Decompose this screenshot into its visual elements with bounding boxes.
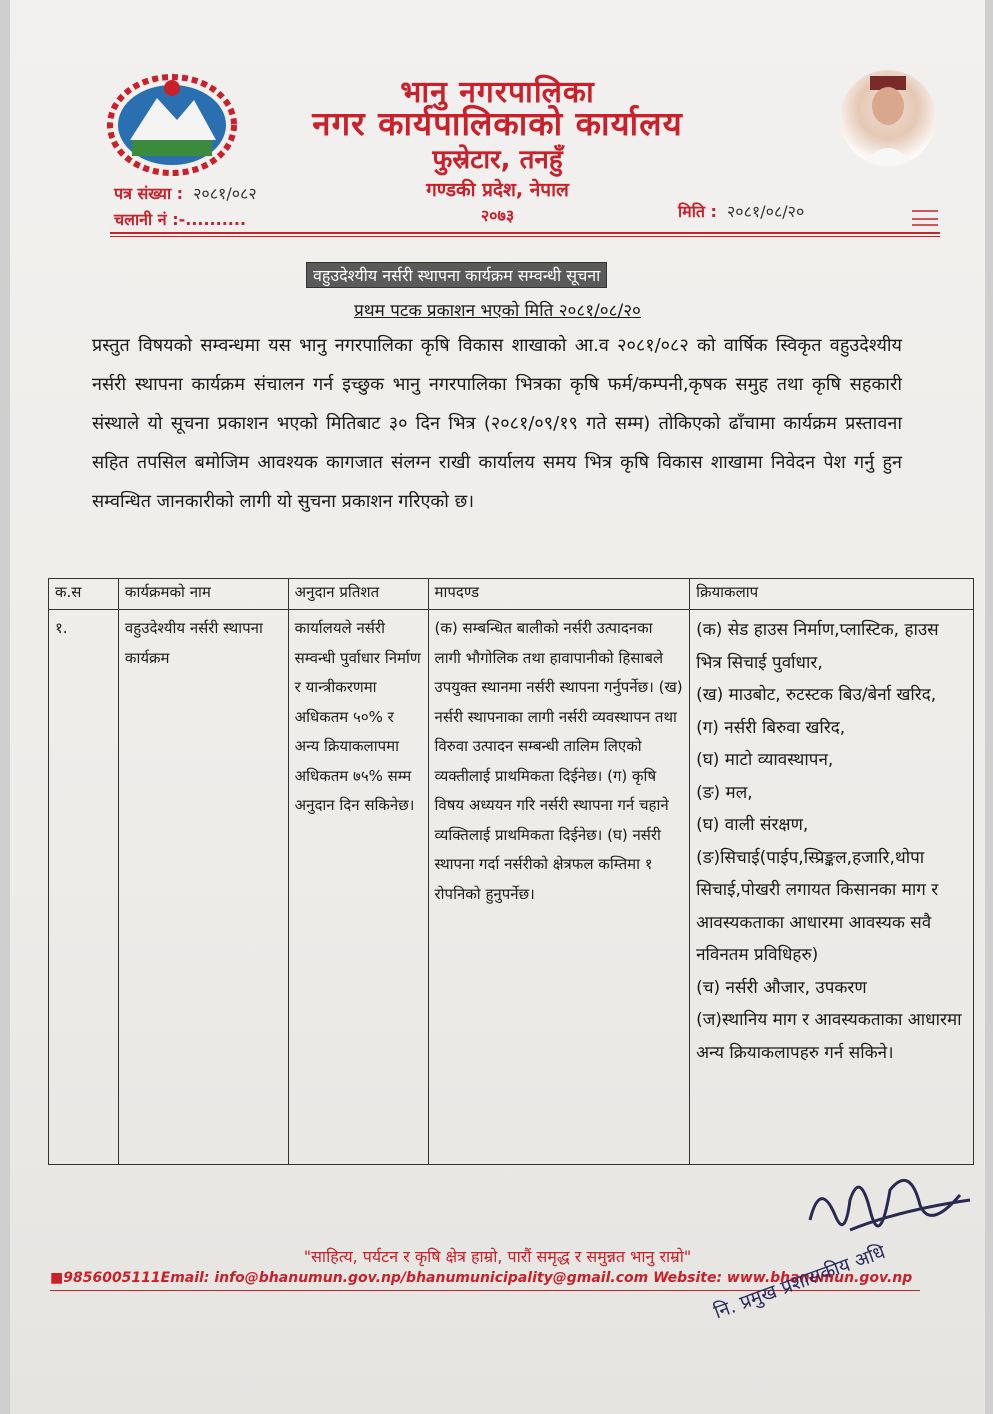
header-province: गण्डकी प्रदेश, नेपाल	[426, 179, 569, 201]
header-program-name: कार्यक्रमको नाम	[118, 579, 288, 610]
activity-item: (घ) माटो व्यावस्थापन,	[696, 750, 834, 770]
letter-number-label: पत्र संख्या :	[114, 184, 184, 203]
table-header-row	[49, 579, 974, 610]
header-activities: क्रियाकलाप	[690, 579, 974, 610]
letter-number-value: २०८१/०८२	[193, 184, 257, 203]
contact-text: 9856005111Email: info@bhanumun.gov.np/bhanumunicipality@gmail.com Website: www.bhanumun.gov.np	[63, 1270, 913, 1286]
header-municipality: भानु नगरपालिका	[400, 75, 595, 110]
activity-item: (ङ) मल,	[696, 782, 753, 803]
activity-item: (क) सेड हाउस निर्माण,प्लास्टिक, हाउस भित्र सिचाई पुर्वाधार,	[696, 620, 939, 673]
table-row	[49, 610, 974, 1165]
footer-slogan: "साहित्य, पर्यटन र कृषि क्षेत्र हाम्रो, पारौं समृद्ध र समुन्नत भानु राम्रो"	[303, 1247, 692, 1266]
program-table	[48, 578, 974, 1165]
publication-date: प्रथम पटक प्रकाशन भएको मिति २०८१/०८/२०	[354, 301, 641, 321]
document-page	[10, 0, 985, 1414]
activity-item: (ज)स्थानिय माग र आवस्यकताका आधारमा अन्य क्रियाकलापहरु गर्न सकिने।	[696, 1010, 962, 1063]
activity-item: (ग) नर्सरी बिरुवा खरिद,	[696, 717, 846, 738]
notice-body: प्रस्तुत विषयको सम्वन्धमा यस भानु नगरपालिका कृषि विकास शाखाको आ.व २०८१/०८२ को वार्षिक स्विकृत वहुउदेश्यीय नर्सरी स्थापना कार्यक्रम संचालन गर्न इच्छुक भानु नगरपालिका भित्रका कृषि फर्म/कम्पनी,कृषक समुह तथा कृषि सहकारी संस्थाले यो सूचना प्रकाशन भएको मितिबाट ३० दिन भित्र (२०८१/०९/१९ गते सम्म) तोकिएको ढाँचामा कार्यक्रम प्रस्तावना सहित तपसिल बमोजिम आवश्यक कागजात संलग्न राखी कार्यालय समय भित्र कृषि विकास शाखामा निवेदन पेश गर्नु हुन सम्वन्धित जानकारीको लागी यो सुचना प्रकाशन गरिएको छ।	[92, 335, 902, 512]
row-criteria: (क) सम्बन्धित बालीको नर्सरी उत्पादनका लागी भौगोलिक तथा हावापानीको हिसाबले उपयुक्त स्थानमा नर्सरी स्थापना गर्नुपर्नेछ। (ख) नर्सरी स्थापनाका लागी नर्सरी व्यवस्थापन तथा विरुवा उत्पादन सम्बन्धी तालिम लिएको व्यक्तीलाई प्राथमिकता दिईनेछ। (ग) कृषि विषय अध्ययन गरि नर्सरी स्थापना गर्न चहाने व्यक्तिलाई प्राथमिकता दिईनेछ। (घ) नर्सरी स्थापना गर्दा नर्सरीको क्षेत्रफल कम्तिमा १ रोपनिको हुनुपर्नेछ।	[428, 610, 690, 1165]
date-label: मिति :	[678, 202, 717, 221]
dispatch-number: चलानी नं :-..........	[114, 210, 247, 229]
activity-item: (ख) माउबोट, रुटस्टक बिउ/बेर्ना खरिद,	[696, 685, 937, 705]
activity-item: (च) नर्सरी औजार, उपकरण	[696, 977, 867, 998]
activity-item: (घ) वाली संरक्षण,	[696, 815, 809, 835]
header-subsidy: अनुदान प्रतिशत	[288, 579, 428, 610]
date	[678, 200, 804, 222]
row-sn: १.	[49, 610, 119, 1165]
date-value: २०८१/०८/२०	[726, 202, 805, 221]
phone-icon: ■	[50, 1270, 64, 1286]
header-sn: क.स	[49, 579, 119, 610]
row-activities	[690, 610, 974, 1165]
letter-number	[114, 182, 257, 204]
header-location: फुस्रेटार, तनहुँ	[432, 145, 563, 175]
header-office: नगर कार्यपालिकाको कार्यालय	[312, 104, 683, 143]
activity-item: (ङ)सिचाई(पाईप,स्प्रिङ्कल,हजारि,थोपा सिचाई,पोखरी लगायत किसानका माग र आवस्यकताका आधारमा आवस्यक सवै नविनतम प्रविधिहरु)	[696, 847, 939, 965]
header-criteria: मापदण्ड	[428, 579, 690, 610]
header-divider-thin	[110, 236, 940, 237]
notice-title: वहुउदेश्यीय नर्सरी स्थापना कार्यक्रम सम्वन्धी सूचना	[306, 262, 607, 288]
portrait-photo	[840, 70, 936, 166]
row-subsidy: कार्यालयले नर्सरी सम्वन्धी पुर्वाधार निर्माण र यान्त्रीकरणमा अधिकतम ५०% र अन्य क्रियाकलापमा अधिकतम ७५% सम्म अनुदान दिन सकिनेछ।	[288, 610, 428, 1165]
header-year: २०७३	[480, 206, 515, 225]
header-mark	[910, 205, 940, 229]
header-divider	[110, 232, 940, 234]
signatory-title: नि. प्रमुख प्रशासकीय अधि	[711, 1241, 889, 1324]
row-program-name: वहुउदेश्यीय नर्सरी स्थापना कार्यक्रम	[118, 610, 288, 1165]
